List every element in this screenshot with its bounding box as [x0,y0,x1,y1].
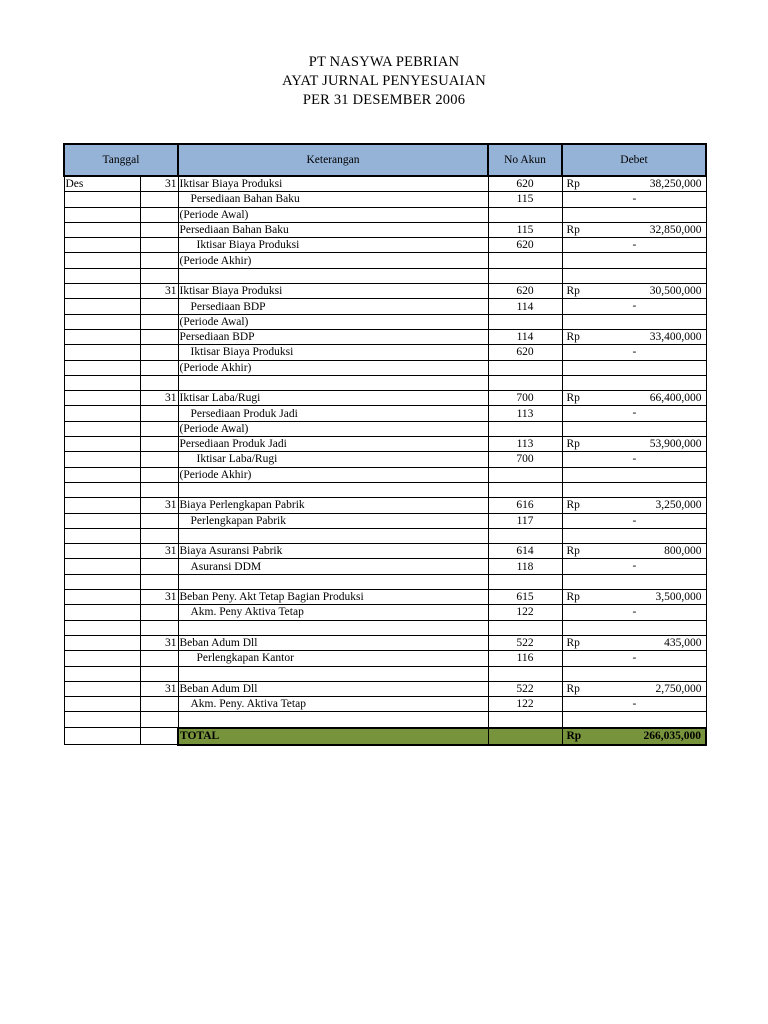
total-month-cell [64,728,140,745]
debet-cell [562,299,706,314]
account-number-cell [488,666,562,681]
debet-amount: - [632,239,637,252]
date-month-cell [64,375,140,390]
debet-amount: - [632,407,637,420]
table-row [64,299,706,314]
account-number-cell: 115 [488,222,562,237]
description-cell: (Periode Awal) [178,421,488,436]
date-day-cell [140,574,178,589]
debet-cell [562,666,706,681]
date-day-cell [140,222,178,237]
table-row [64,513,706,528]
currency-label: Rp [566,392,580,405]
description-cell [178,268,488,283]
account-number-cell: 118 [488,559,562,574]
debet-cell [562,391,706,406]
date-day-cell [140,238,178,253]
account-number-cell: 615 [488,590,562,605]
date-day-cell [140,559,178,574]
date-day-cell: 31 [140,590,178,605]
date-day-cell: 31 [140,544,178,559]
date-month-cell [64,498,140,513]
total-day-cell [140,728,178,745]
date-day-cell: 31 [140,391,178,406]
account-number-cell [488,620,562,635]
debet-amount: - [632,346,637,359]
debet-cell [562,498,706,513]
debet-cell [562,513,706,528]
debet-amount: - [632,453,637,466]
description-cell: Persediaan BDP [178,299,488,314]
date-month-cell [64,666,140,681]
account-number-cell: 115 [488,192,562,207]
date-day-cell [140,207,178,222]
description-cell: (Periode Awal) [178,207,488,222]
debet-amount: - [632,606,637,619]
column-header-debet: Debet [562,144,706,176]
account-number-cell: 522 [488,681,562,696]
debet-cell [562,360,706,375]
date-day-cell [140,605,178,620]
table-header-row [64,144,706,176]
total-amount: 266,035,000 [643,729,701,742]
debet-amount: 53,900,000 [649,438,702,451]
date-day-cell: 31 [140,284,178,299]
column-header-tanggal: Tanggal [64,144,178,176]
description-cell: Perlengkapan Pabrik [178,513,488,528]
table-row [64,391,706,406]
table-row [64,559,706,574]
date-day-cell [140,375,178,390]
table-row [64,666,706,681]
account-number-cell: 620 [488,345,562,360]
debet-cell [562,651,706,666]
description-cell [178,375,488,390]
description-cell: Beban Adum Dll [178,681,488,696]
debet-cell [562,482,706,497]
table-row [64,207,706,222]
date-day-cell [140,482,178,497]
date-day-cell [140,452,178,467]
description-cell [178,666,488,681]
debet-cell [562,268,706,283]
description-cell: Persediaan Produk Jadi [178,406,488,421]
total-account-cell [488,728,562,745]
description-cell: Iktisar Laba/Rugi [178,391,488,406]
currency-label: Rp [566,178,580,190]
description-cell: Iktisar Biaya Produksi [178,345,488,360]
journal-body [64,176,706,728]
description-cell: (Periode Awal) [178,314,488,329]
column-header-keterangan: Keterangan [178,144,488,176]
date-day-cell [140,314,178,329]
report-title-block [63,53,705,110]
account-number-cell [488,421,562,436]
description-cell: Iktisar Biaya Produksi [178,176,488,192]
description-cell: Persediaan BDP [178,329,488,344]
account-number-cell [488,528,562,543]
debet-cell [562,345,706,360]
table-row [64,268,706,283]
debet-cell [562,222,706,237]
debet-amount: 3,500,000 [655,591,702,604]
date-month-cell [64,590,140,605]
date-month-cell [64,421,140,436]
account-number-cell: 122 [488,697,562,712]
date-month-cell [64,712,140,728]
description-cell: Persediaan Produk Jadi [178,437,488,452]
account-number-cell: 620 [488,176,562,192]
date-day-cell [140,467,178,482]
table-row [64,635,706,650]
date-day-cell: 31 [140,681,178,696]
table-row [64,452,706,467]
currency-label: Rp [566,499,580,512]
table-row [64,360,706,375]
debet-amount: - [632,193,637,206]
date-month-cell [64,284,140,299]
table-row [64,345,706,360]
account-number-cell [488,360,562,375]
debet-cell [562,574,706,589]
debet-cell [562,697,706,712]
account-number-cell: 113 [488,406,562,421]
debet-amount: - [632,698,637,711]
account-number-cell: 620 [488,284,562,299]
debet-cell [562,559,706,574]
description-cell: (Periode Akhir) [178,253,488,268]
description-cell: Akm. Peny Aktiva Tetap [178,605,488,620]
description-cell: Asuransi DDM [178,559,488,574]
account-number-cell [488,253,562,268]
debet-cell [562,452,706,467]
debet-amount: 66,400,000 [649,392,702,405]
date-day-cell [140,513,178,528]
debet-cell [562,635,706,650]
total-currency: Rp [566,729,582,742]
account-number-cell [488,268,562,283]
report-title: AYAT JURNAL PENYESUAIAN [282,73,486,89]
date-day-cell [140,192,178,207]
debet-cell [562,712,706,728]
table-row [64,528,706,543]
description-cell [178,712,488,728]
debet-cell [562,421,706,436]
description-cell [178,574,488,589]
date-month-cell [64,651,140,666]
account-number-cell: 700 [488,391,562,406]
description-cell: Iktisar Biaya Produksi [178,238,488,253]
account-number-cell [488,314,562,329]
table-row [64,467,706,482]
debet-cell [562,605,706,620]
date-month-cell [64,559,140,574]
date-month-cell [64,681,140,696]
date-month-cell [64,238,140,253]
debet-amount: 38,250,000 [649,178,702,190]
table-row [64,222,706,237]
date-day-cell [140,406,178,421]
currency-label: Rp [566,636,580,649]
table-row [64,681,706,696]
currency-label: Rp [566,438,580,451]
date-month-cell [64,299,140,314]
table-row [64,498,706,513]
description-cell: Beban Peny. Akt Tetap Bagian Produksi [178,590,488,605]
date-month-cell [64,467,140,482]
description-cell [178,528,488,543]
date-day-cell: 31 [140,635,178,650]
date-month-cell [64,482,140,497]
date-day-cell [140,437,178,452]
debet-cell [562,375,706,390]
date-month-cell [64,207,140,222]
account-number-cell: 117 [488,513,562,528]
debet-cell [562,314,706,329]
date-month-cell [64,329,140,344]
currency-label: Rp [566,223,580,236]
currency-label: Rp [566,682,580,695]
debet-cell [562,620,706,635]
debet-cell [562,192,706,207]
debet-amount: 800,000 [664,545,702,558]
description-cell: Akm. Peny. Aktiva Tetap [178,697,488,712]
date-day-cell [140,651,178,666]
debet-cell [562,544,706,559]
date-day-cell [140,253,178,268]
date-month-cell [64,406,140,421]
table-row [64,421,706,436]
table-row [64,192,706,207]
debet-amount: 3,250,000 [655,499,702,512]
debet-cell [562,590,706,605]
account-number-cell: 116 [488,651,562,666]
date-month-cell [64,222,140,237]
date-month-cell [64,268,140,283]
description-cell: Biaya Asuransi Pabrik [178,544,488,559]
table-row [64,544,706,559]
account-number-cell: 522 [488,635,562,650]
table-row [64,238,706,253]
description-cell: (Periode Akhir) [178,467,488,482]
debet-cell [562,329,706,344]
debet-amount: - [632,560,637,573]
date-month-cell [64,620,140,635]
table-row [64,437,706,452]
description-cell: Biaya Perlengkapan Pabrik [178,498,488,513]
debet-amount: 33,400,000 [649,330,702,343]
account-number-cell: 700 [488,452,562,467]
date-day-cell [140,620,178,635]
description-cell: Iktisar Biaya Produksi [178,284,488,299]
currency-label: Rp [566,285,580,298]
date-day-cell [140,268,178,283]
date-month-cell [64,192,140,207]
debet-cell [562,176,706,192]
debet-amount: 30,500,000 [649,285,702,298]
date-month-cell [64,391,140,406]
table-row [64,176,706,192]
description-cell: Perlengkapan Kantor [178,651,488,666]
debet-amount: - [632,652,637,665]
description-cell [178,620,488,635]
debet-amount: 435,000 [664,636,702,649]
date-month-cell [64,253,140,268]
table-row [64,406,706,421]
account-number-cell [488,712,562,728]
debet-cell [562,437,706,452]
date-month-cell [64,635,140,650]
total-row [64,728,706,745]
table-row [64,620,706,635]
debet-cell [562,467,706,482]
debet-cell [562,207,706,222]
account-number-cell: 114 [488,329,562,344]
date-day-cell: 31 [140,498,178,513]
table-row [64,590,706,605]
debet-amount: - [632,300,637,313]
date-month-cell [64,513,140,528]
date-month-cell [64,544,140,559]
account-number-cell: 122 [488,605,562,620]
table-row [64,314,706,329]
description-cell: Iktisar Laba/Rugi [178,452,488,467]
description-cell [178,482,488,497]
table-row [64,253,706,268]
column-header-no-akun: No Akun [488,144,562,176]
account-number-cell: 113 [488,437,562,452]
table-row [64,697,706,712]
date-day-cell [140,421,178,436]
currency-label: Rp [566,545,580,558]
date-day-cell [140,299,178,314]
debet-amount: 32,850,000 [649,223,702,236]
date-month-cell [64,437,140,452]
date-month-cell [64,360,140,375]
account-number-cell: 614 [488,544,562,559]
account-number-cell [488,207,562,222]
date-day-cell [140,329,178,344]
debet-cell [562,406,706,421]
table-row [64,375,706,390]
date-day-cell [140,345,178,360]
description-cell: Beban Adum Dll [178,635,488,650]
date-day-cell: 31 [140,176,178,192]
company-name: PT NASYWA PEBRIAN [308,54,460,70]
account-number-cell [488,482,562,497]
account-number-cell [488,467,562,482]
table-row [64,482,706,497]
table-row [64,574,706,589]
journal-table [63,143,707,746]
currency-label: Rp [566,330,580,343]
debet-amount: 2,750,000 [655,682,702,695]
currency-label: Rp [566,591,580,604]
date-month-cell: Des [64,176,140,192]
table-row [64,712,706,728]
date-month-cell [64,345,140,360]
debet-cell [562,284,706,299]
total-label: TOTAL [178,728,488,745]
description-cell: Persediaan Bahan Baku [178,192,488,207]
date-month-cell [64,528,140,543]
date-day-cell [140,666,178,681]
account-number-cell [488,375,562,390]
debet-cell [562,238,706,253]
table-row [64,651,706,666]
table-row [64,329,706,344]
account-number-cell: 616 [488,498,562,513]
debet-cell [562,528,706,543]
date-month-cell [64,574,140,589]
date-day-cell [140,360,178,375]
debet-amount: - [632,514,637,527]
date-day-cell [140,528,178,543]
table-row [64,284,706,299]
description-cell: Persediaan Bahan Baku [178,222,488,237]
date-month-cell [64,697,140,712]
debet-cell [562,253,706,268]
description-cell: (Periode Akhir) [178,360,488,375]
account-number-cell: 114 [488,299,562,314]
account-number-cell: 620 [488,238,562,253]
total-debet-cell [562,728,706,745]
date-day-cell [140,712,178,728]
date-month-cell [64,314,140,329]
account-number-cell [488,574,562,589]
table-row [64,605,706,620]
date-month-cell [64,452,140,467]
debet-cell [562,681,706,696]
date-month-cell [64,605,140,620]
report-period: PER 31 DESEMBER 2006 [302,92,466,108]
date-day-cell [140,697,178,712]
